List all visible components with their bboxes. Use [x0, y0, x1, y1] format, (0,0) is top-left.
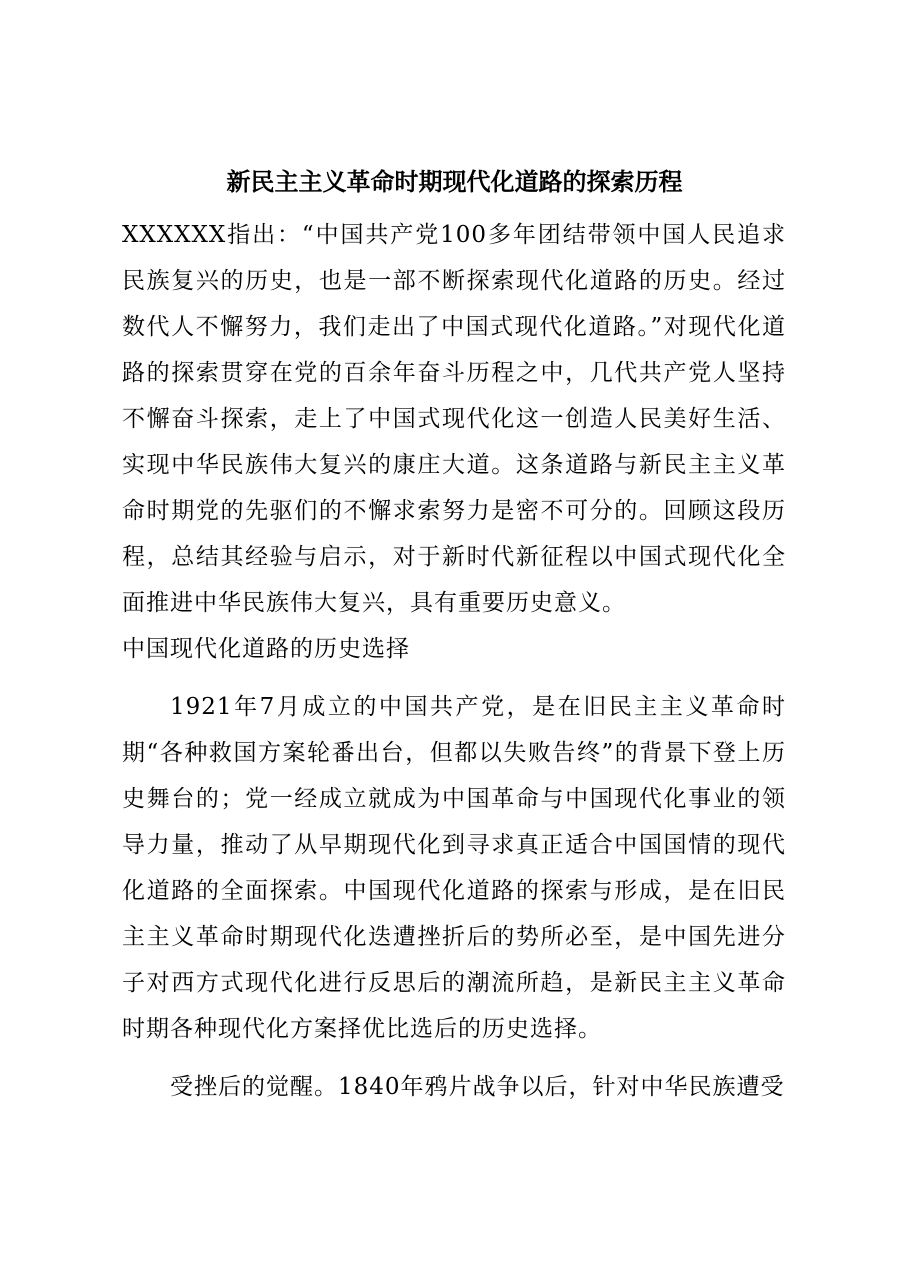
- document-body: [122, 212, 786, 1110]
- intro-paragraph: XXXXXX指出：“中国共产党100多年团结带领中国人民追求民族复兴的历史，也是一部不断探索现代化道路的历史。经过数代人不懈努力，我们走出了中国式现代化道路。”对现代化道路的探索贯穿在党的百余年奋斗历程之中，几代共产党人坚持不懈奋斗探索，走上了中国式现代化这一创造人民美好生活、实现中华民族伟大复兴的康庄大道。这条道路与新民主主义革命时期党的先驱们的不懈求索努力是密不可分的。回顾这段历程，总结其经验与启示，对于新时代新征程以中国式现代化全面推进中华民族伟大复兴，具有重要历史意义。: [122, 222, 786, 616]
- document-title: 新民主主义革命时期现代化道路的探索历程: [226, 167, 683, 196]
- section-heading: 中国现代化道路的历史选择: [122, 636, 410, 662]
- body-paragraph: 受挫后的觉醒。1840年鸦片战争以后，针对中华民族遭受: [170, 1074, 785, 1100]
- body-paragraph: 1921年7月成立的中国共产党，是在旧民主主义革命时期“各种救国方案轮番出台，但都以失败告终”的背景下登上历史舞台的；党一经成立就成为中国革命与中国现代化事业的领导力量，推动了从早期现代化到寻求真正适合中国国情的现代化道路的全面探索。中国现代化道路的探索与形成，是在旧民主主义革命时期现代化迭遭挫折后的势所必至，是中国先进分子对西方式现代化进行反思后的潮流所趋，是新民主主义革命时期各种现代化方案择优比选后的历史选择。: [122, 694, 786, 1042]
